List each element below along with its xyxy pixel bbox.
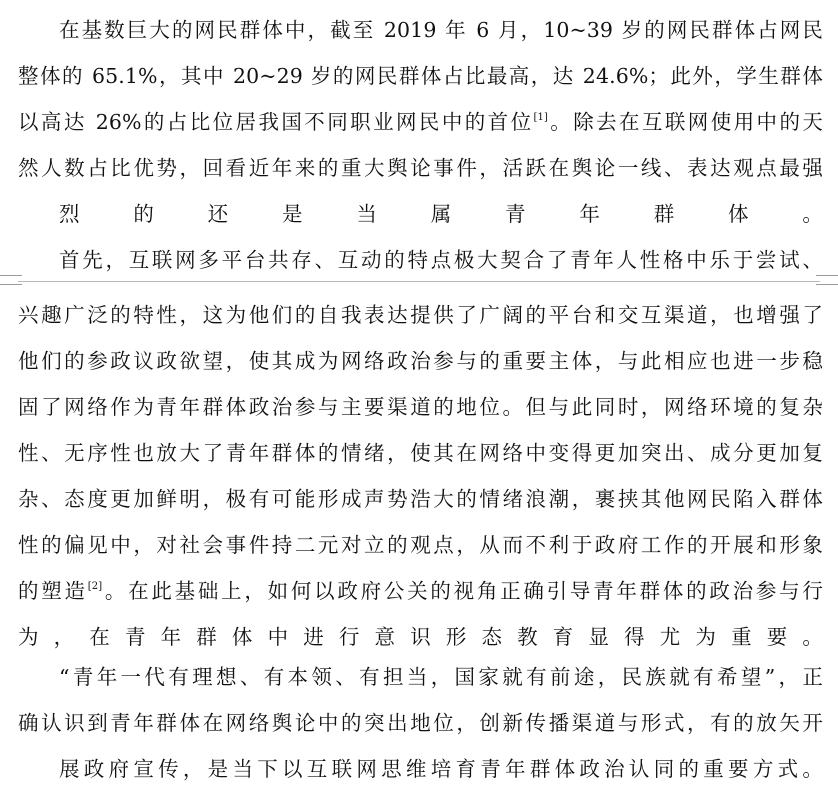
para2-line-9: 为，在青年群体中进行意识形态教育显得尤为重要。 <box>18 625 823 649</box>
page-top <box>0 0 838 272</box>
para1-line-3a: 以高达 26%的占比位居我国不同职业网民中的首位 <box>18 110 534 134</box>
para2-line-1: 首先，互联网多平台共存、互动的特点极大契合了青年人性格中乐于尝试、 <box>59 248 823 272</box>
para1-line-1: 在基数巨大的网民群体中，截至 2019 年 6 月，10~39 岁的网民群体占网民 <box>59 18 823 42</box>
paragraph-2-continued <box>18 292 823 660</box>
para2-line-7: 性的偏见中，对社会事件持二元对立的观点，从而不利于政府工作的开展和形象 <box>18 533 823 557</box>
para1-line-3b: 。除去在互联网使用中的天 <box>547 110 823 134</box>
citation-2: [2] <box>87 581 103 592</box>
paragraph-3 <box>18 654 823 792</box>
para2-line-4: 固了网络作为青年群体政治参与主要渠道的地位。但与此同时，网络环境的复杂 <box>18 395 823 419</box>
page-break-line <box>18 281 820 282</box>
para3-line-2: 确认识到青年群体在网络舆论中的突出地位，创新传播渠道与形式，有的放矢开 <box>18 711 823 735</box>
page-bottom <box>0 294 838 784</box>
para3-line-3: 展政府宣传，是当下以互联网思维培育青年群体政治认同的重要方式。 <box>59 757 823 781</box>
para1-line-4: 然人数占比优势，回看近年来的重大舆论事件，活跃在舆论一线、表达观点最强 <box>18 156 823 180</box>
paragraph-1 <box>18 7 823 237</box>
page-break-separator[interactable] <box>0 262 838 294</box>
para1-line-5: 烈的还是当属青年群体。 <box>59 202 823 226</box>
page-break-handle-left[interactable] <box>0 275 22 285</box>
para1-line-2: 整体的 65.1%，其中 20~29 岁的网民群体占比最高，达 24.6%；此外，学生群体 <box>18 64 823 88</box>
para2-line-6: 杂、态度更加鲜明，极有可能形成声势浩大的情绪浪潮，裹挟其他网民陷入群体 <box>18 487 823 511</box>
citation-1: [1] <box>533 112 548 123</box>
para3-line-1: “青年一代有理想、有本领、有担当，国家就有前途，民族就有希望”，正 <box>59 665 823 689</box>
para2-line-3: 他们的参政议政欲望，使其成为网络政治参与的重要主体，与此相应也进一步稳 <box>18 349 823 373</box>
page-break-handle-right[interactable] <box>816 275 838 285</box>
para2-line-2: 兴趣广泛的特性，这为他们的自我表达提供了广阔的平台和交互渠道，也增强了 <box>18 303 823 327</box>
para2-line-5: 性、无序性也放大了青年群体的情绪，使其在网络中变得更加突出、成分更加复 <box>18 441 823 465</box>
para2-line-8b: 。在此基础上，如何以政府公关的视角正确引导青年群体的政治参与行 <box>102 579 823 603</box>
para2-line-8a: 的塑造 <box>18 579 88 603</box>
